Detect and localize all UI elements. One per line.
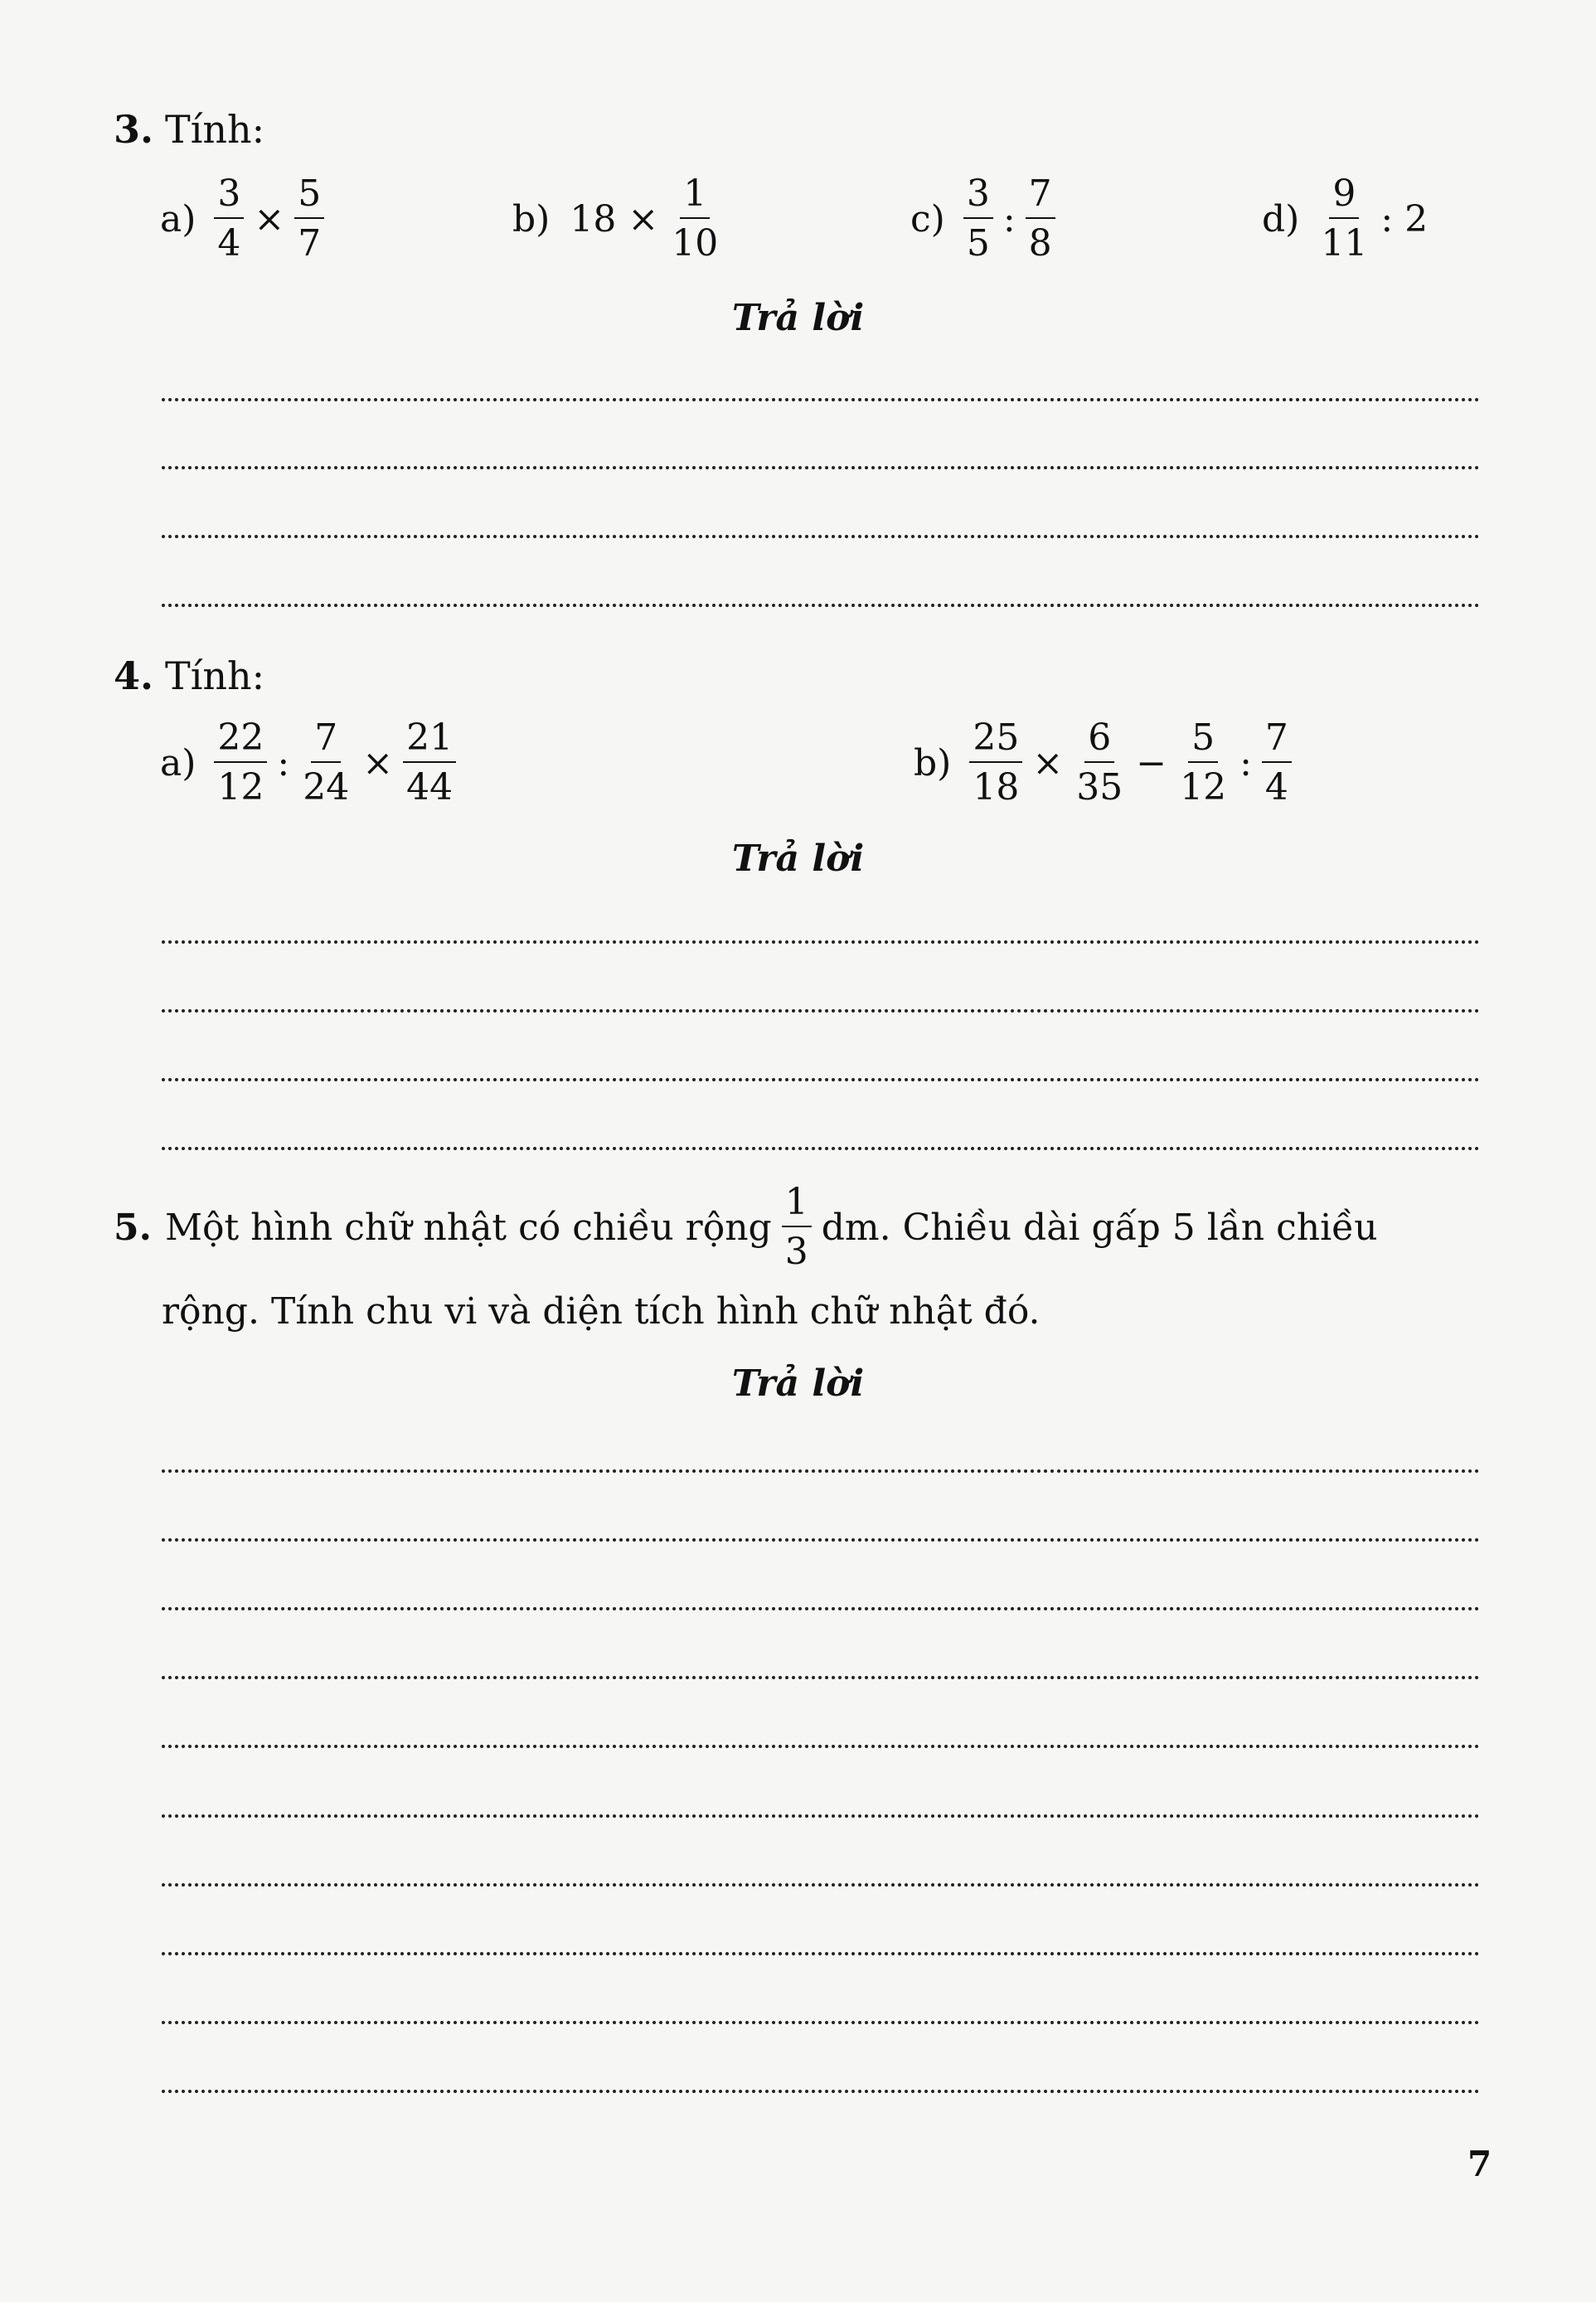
q3-a-fraction-1: [214, 172, 244, 265]
denominator: 12: [1180, 766, 1227, 809]
q5-answer-line[interactable]: [162, 2021, 1480, 2024]
page-number: 7: [1467, 2144, 1492, 2184]
numerator: 3: [214, 176, 244, 219]
q3-c-label: c): [910, 197, 945, 240]
q4-b-label: b): [914, 741, 952, 784]
q3-expression-a: [160, 172, 327, 265]
q5-text-before: Một hình chữ nhật có chiều rộng: [164, 1206, 772, 1249]
q3-a-operator: ×: [254, 197, 285, 240]
q4-answer-line[interactable]: [162, 940, 1480, 944]
q4-b-fraction-4: [1262, 716, 1292, 809]
denominator: 35: [1076, 766, 1123, 809]
q3-a-label: a): [160, 197, 196, 240]
q4-b-operator-1: ×: [1032, 741, 1064, 784]
q5-answer-line[interactable]: [162, 1745, 1480, 1748]
q3-a-fraction-2: [294, 172, 324, 265]
q3-answer-line[interactable]: [162, 466, 1480, 469]
numerator: 25: [969, 720, 1022, 763]
q4-b-fraction-2: [1073, 716, 1126, 809]
question-3-number: 3.: [114, 107, 154, 152]
denominator: 10: [672, 222, 719, 265]
q5-answer-line[interactable]: [162, 1469, 1480, 1473]
numerator: 9: [1329, 176, 1359, 219]
q3-d-operator: :: [1380, 197, 1394, 240]
q3-answer-heading: Trả lời: [731, 297, 865, 339]
q5-answer-line[interactable]: [162, 1952, 1480, 1955]
q4-a-operator-2: ×: [362, 741, 394, 784]
numerator: 7: [1026, 176, 1055, 219]
q3-c-fraction-1: [963, 172, 993, 265]
numerator: 6: [1084, 720, 1114, 763]
q4-answer-line[interactable]: [162, 1009, 1480, 1013]
denominator: 7: [298, 222, 322, 265]
q3-c-operator: :: [1002, 197, 1016, 240]
q4-b-operator-2: −: [1136, 741, 1167, 784]
numerator: 5: [294, 176, 324, 219]
q3-answer-line[interactable]: [162, 604, 1480, 607]
denominator: 12: [217, 766, 264, 809]
q3-d-whole: 2: [1404, 197, 1429, 240]
q4-b-fraction-3: [1176, 716, 1230, 809]
q4-expression-a: [160, 716, 459, 809]
denominator: 11: [1321, 222, 1368, 265]
question-3-heading: [114, 107, 265, 152]
q4-a-fraction-2: [299, 716, 352, 809]
q5-text-line-2: rộng. Tính chu vi và diện tích hình chữ nhật đó.: [162, 1290, 1041, 1333]
numerator: 5: [1188, 720, 1218, 763]
q4-answer-line[interactable]: [162, 1078, 1480, 1081]
question-3-title: Tính:: [165, 107, 265, 152]
numerator: 3: [963, 176, 993, 219]
q4-answer-heading: Trả lời: [731, 838, 865, 880]
q5-answer-line[interactable]: [162, 1607, 1480, 1610]
numerator: 1: [782, 1184, 812, 1227]
q5-answer-line[interactable]: [162, 2090, 1480, 2093]
q3-d-fraction: [1317, 172, 1370, 265]
q4-a-label: a): [160, 741, 196, 784]
q3-c-fraction-2: [1026, 172, 1055, 265]
denominator: 4: [1264, 766, 1288, 809]
q5-answer-line[interactable]: [162, 1883, 1480, 1887]
q3-b-whole: 18: [570, 197, 617, 240]
q5-text-line-1: [114, 1181, 1378, 1273]
denominator: 3: [784, 1231, 808, 1273]
denominator: 8: [1028, 222, 1052, 265]
q5-text-after: dm. Chiều dài gấp 5 lần chiều: [821, 1206, 1378, 1249]
denominator: 24: [303, 766, 350, 809]
q5-answer-line[interactable]: [162, 1538, 1480, 1542]
denominator: 18: [973, 766, 1020, 809]
question-4-heading: [114, 653, 265, 698]
q4-a-operator-1: :: [277, 741, 290, 784]
q3-answer-line[interactable]: [162, 398, 1480, 401]
q3-expression-b: [512, 172, 725, 265]
denominator: 4: [217, 222, 241, 265]
q4-a-fraction-3: [403, 716, 456, 809]
numerator: 1: [680, 176, 710, 219]
q4-expression-b: [914, 716, 1295, 809]
denominator: 5: [966, 222, 990, 265]
q3-b-fraction: [668, 172, 721, 265]
numerator: 22: [214, 720, 267, 763]
q3-b-operator: ×: [628, 197, 659, 240]
q5-answer-line[interactable]: [162, 1676, 1480, 1679]
q3-expression-d: [1262, 172, 1433, 265]
numerator: 7: [1262, 720, 1292, 763]
q4-b-fraction-1: [969, 716, 1022, 809]
numerator: 7: [311, 720, 341, 763]
numerator: 21: [403, 720, 456, 763]
q3-expression-c: [910, 172, 1059, 265]
q3-d-label: d): [1262, 197, 1300, 240]
q4-answer-line[interactable]: [162, 1147, 1480, 1150]
q4-a-fraction-1: [214, 716, 267, 809]
q5-width-fraction: [782, 1181, 812, 1273]
question-4-number: 4.: [114, 653, 154, 698]
question-5-number: 5.: [114, 1206, 152, 1249]
q5-answer-heading: Trả lời: [731, 1362, 865, 1405]
question-4-title: Tính:: [165, 653, 265, 698]
q3-b-label: b): [512, 197, 551, 240]
q5-answer-line[interactable]: [162, 1814, 1480, 1818]
q3-answer-line[interactable]: [162, 535, 1480, 538]
q4-b-operator-3: :: [1239, 741, 1252, 784]
denominator: 44: [406, 766, 454, 809]
